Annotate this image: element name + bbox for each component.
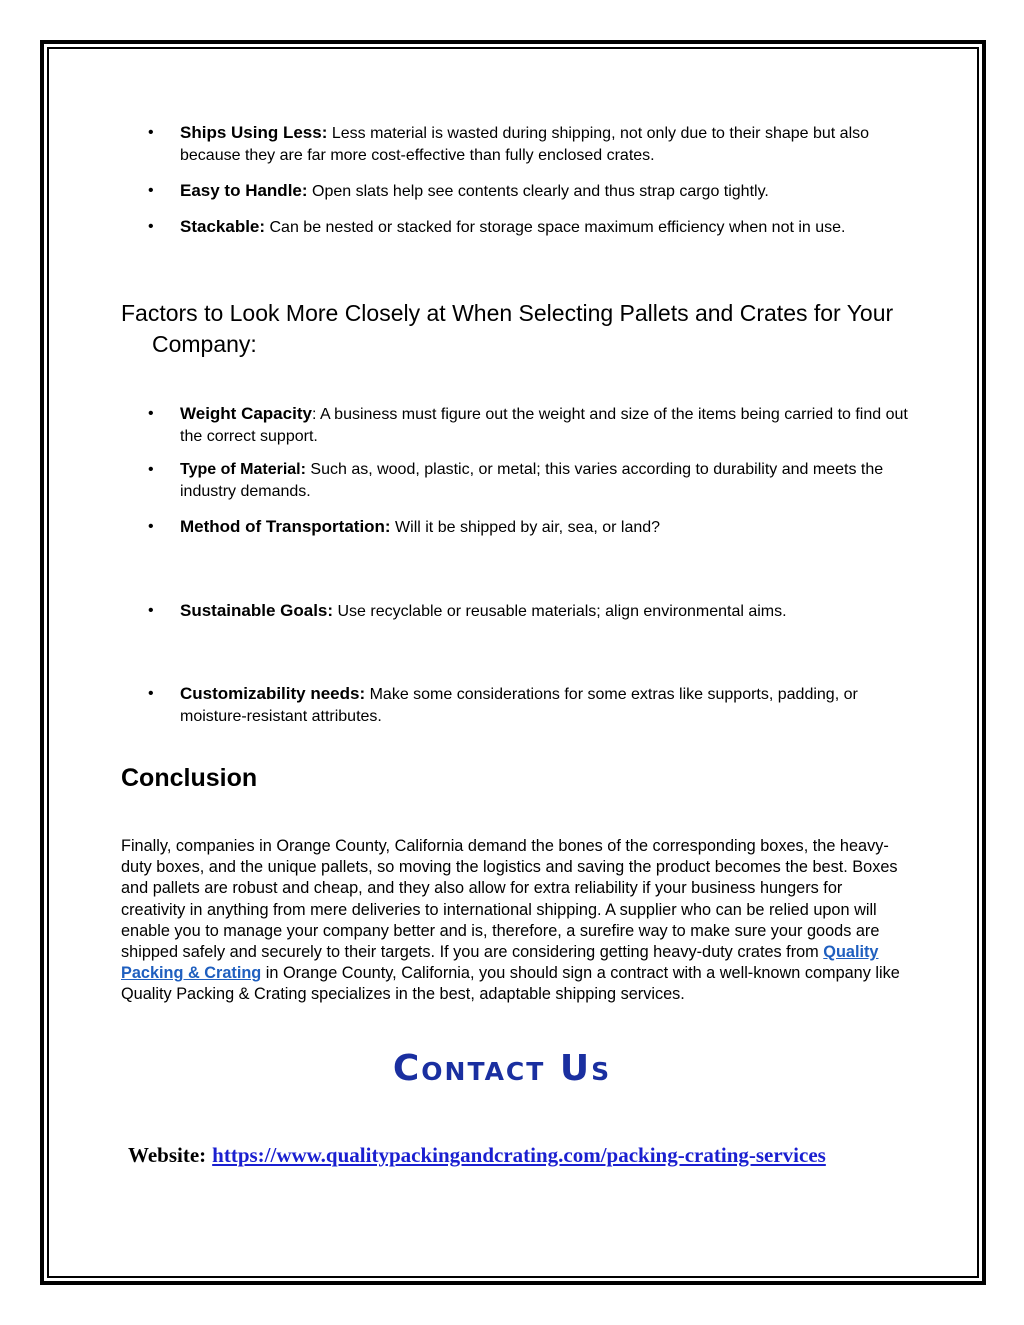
contact-us-heading: Contact Us: [392, 1048, 612, 1089]
item-text: Make some considerations for some extras like supports, padding, or moisture-resistant attributes.: [180, 686, 858, 725]
item-label: Customizability needs:: [180, 684, 366, 703]
bullet-icon: •: [148, 461, 154, 478]
bullet-icon: •: [148, 182, 154, 199]
bullet-icon: •: [148, 405, 154, 422]
item-label: Ships Using Less:: [180, 123, 328, 142]
conclusion-heading: Conclusion: [121, 764, 258, 792]
item-label: Type of Material:: [180, 461, 306, 478]
item-text: Less material is wasted during shipping, not only due to their shape but also because they are far more cost-effective than fully enclosed crates.: [180, 125, 870, 164]
item-text: Such as, wood, plastic, or metal; this varies according to durability and meets the industry demands.: [180, 461, 884, 500]
item-label: Method of Transportation:: [180, 517, 391, 536]
item-text: Use recyclable or reusable materials; align environmental aims.: [333, 603, 787, 620]
item-text: Will it be shipped by air, sea, or land?: [390, 519, 661, 536]
conclusion-text-end: in Orange County, California, you should sign a contract with a well-known company like Quality Packing & Crating specializes in the best, adaptable shipping services.: [121, 964, 900, 1004]
item-label: Stackable:: [180, 217, 266, 236]
item-label: Sustainable Goals:: [180, 601, 334, 620]
bullet-icon: •: [148, 218, 154, 235]
bullet-icon: •: [148, 602, 154, 619]
website-link[interactable]: https://www.qualitypackingandcrating.com/packing-crating-services: [212, 1143, 826, 1167]
item-text: Can be nested or stacked for storage space maximum efficiency when not in use.: [265, 219, 846, 236]
item-text: Open slats help see contents clearly and thus strap cargo tightly.: [307, 183, 769, 200]
factors-heading: Factors to Look More Closely at When Selecting Pallets and Crates for Your Company:: [121, 300, 894, 357]
item-label: Weight Capacity: [180, 404, 312, 423]
bullet-icon: •: [148, 124, 154, 141]
conclusion-paragraph: [121, 836, 911, 1006]
website-label: Website:: [128, 1143, 207, 1167]
item-text: : A business must figure out the weight and size of the items being carried to find out the correct support.: [180, 406, 908, 445]
quality-packing-link[interactable]: Quality Packing & Crating: [121, 943, 879, 983]
bullet-icon: •: [148, 518, 154, 535]
website-line: [128, 1140, 888, 1170]
item-label: Easy to Handle:: [180, 181, 308, 200]
conclusion-text: Finally, companies in Orange County, California demand the bones of the corresponding boxes, the heavy-duty boxes, and the unique pallets, so moving the logistics and saving the product becomes the best. Boxes and pallets are robust and cheap, and they also allow for extra reliability if your business hungers for creativity in anything from mere deliveries to international shipping. A supplier who can be relied upon will enable you to manage your company better and is, therefore, a surefire way to make sure your goods are shipped safely and securely to their targets. If you are considering getting heavy-duty crates from: [121, 837, 898, 962]
bullet-icon: •: [148, 685, 154, 702]
